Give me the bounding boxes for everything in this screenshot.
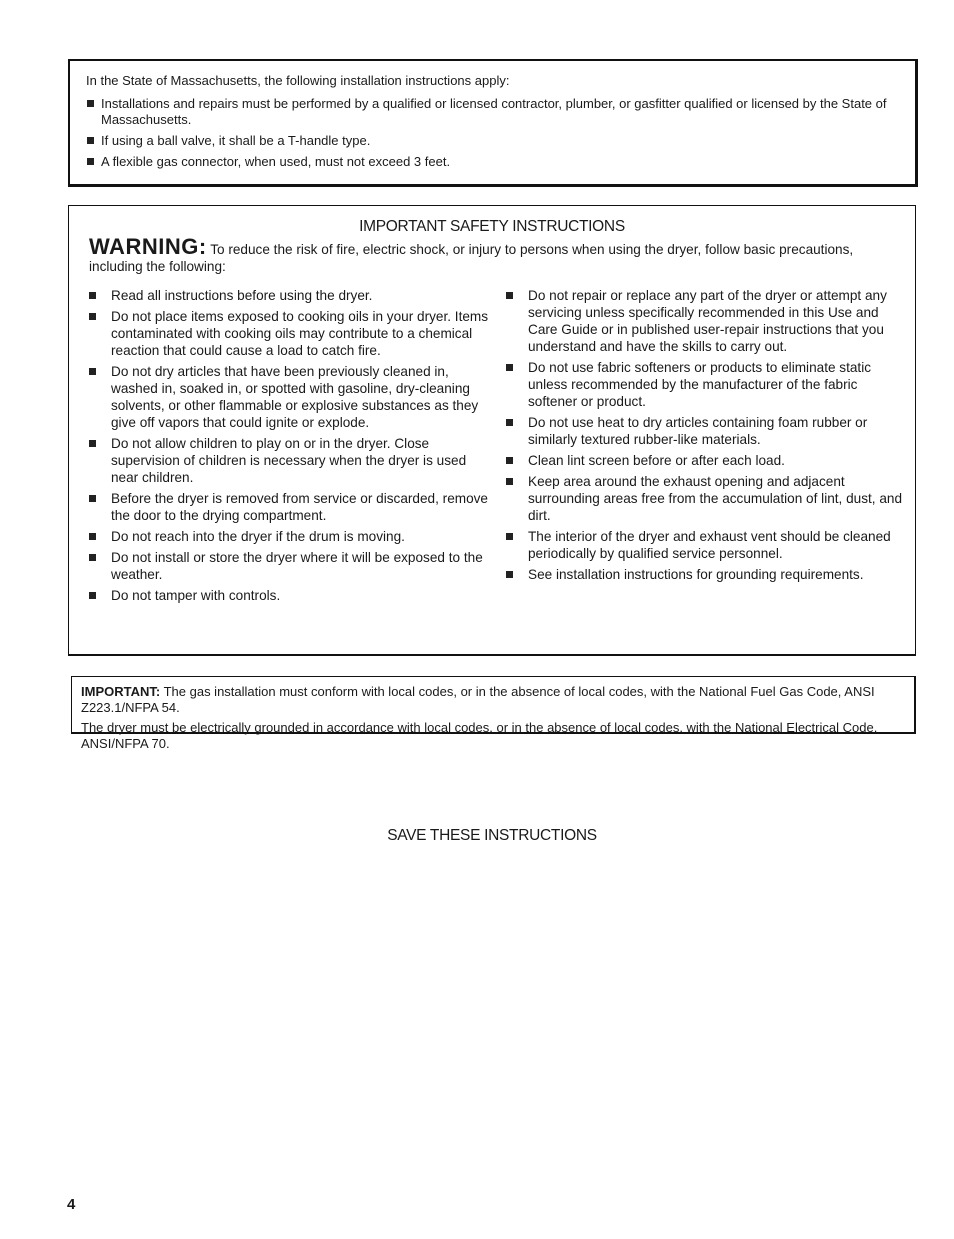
warning-text: To reduce the risk of fire, electric shock, or injury to persons when using the dryer, follow basic precautions, including the following:	[89, 242, 854, 274]
important-gas-text: The gas installation must conform with local codes, or in the absence of local codes, with the National Fuel Gas Code, ANSI Z223.1/NFPA 54.	[81, 684, 875, 715]
list-item: Do not tamper with controls.	[89, 587, 489, 604]
list-item: Read all instructions before using the dryer.	[89, 287, 489, 304]
list-item: Do not use fabric softeners or products to eliminate static unless recommended by the manufacturer of the fabric softener or product.	[506, 359, 906, 410]
list-item: Keep area around the exhaust opening and adjacent surrounding areas free from the accumulation of lint, dust, and dirt.	[506, 473, 906, 524]
warning-label: WARNING:	[89, 234, 207, 259]
important-paragraph-electric: The dryer must be electrically grounded in accordance with local codes, or in the absence of local codes, with the National Electrical Code, ANSI/NFPA 70.	[81, 720, 878, 751]
safety-left-column	[89, 287, 489, 608]
list-item: Do not allow children to play on or in the dryer. Close supervision of children is necessary when the dryer is used near children.	[89, 435, 489, 486]
save-instructions-heading: SAVE THESE INSTRUCTIONS	[387, 827, 597, 844]
list-item: The interior of the dryer and exhaust vent should be cleaned periodically by qualified service personnel.	[506, 528, 906, 562]
massachusetts-intro: In the State of Massachusetts, the following installation instructions apply:	[86, 73, 510, 88]
list-item: Do not repair or replace any part of the dryer or attempt any servicing unless specifically recommended in this Use and Care Guide or in published user-repair instructions that you understand and have the skills to carry out.	[506, 287, 906, 355]
list-item: A flexible gas connector, when used, must not exceed 3 feet.	[86, 154, 901, 170]
list-item: Do not install or store the dryer where it will be exposed to the weather.	[89, 549, 489, 583]
massachusetts-list	[86, 96, 901, 170]
page-number: 4	[67, 1196, 76, 1213]
list-item: Before the dryer is removed from service or discarded, remove the door to the drying compartment.	[89, 490, 489, 524]
important-label: IMPORTANT:	[81, 684, 161, 699]
important-paragraph-gas	[81, 684, 904, 715]
list-item: Do not use heat to dry articles containing foam rubber or similarly textured rubber-like materials.	[506, 414, 906, 448]
list-item: Do not reach into the dryer if the drum is moving.	[89, 528, 489, 545]
list-item: Do not place items exposed to cooking oils in your dryer. Items contaminated with cooking oils may contribute to a chemical reaction that could cause a load to catch fire.	[89, 308, 489, 359]
list-item: Clean lint screen before or after each load.	[506, 452, 906, 469]
list-item: See installation instructions for grounding requirements.	[506, 566, 906, 583]
massachusetts-notice-box	[68, 59, 918, 187]
list-item: If using a ball valve, it shall be a T-handle type.	[86, 133, 901, 149]
warning-paragraph	[89, 234, 897, 275]
important-notice-box	[71, 676, 916, 751]
safety-heading: IMPORTANT SAFETY INSTRUCTIONS	[359, 218, 625, 235]
safety-right-column	[506, 287, 906, 587]
list-item: Installations and repairs must be performed by a qualified or licensed contractor, plumber, or gasfitter qualified or licensed by the State of Massachusetts.	[86, 96, 901, 128]
list-item: Do not dry articles that have been previously cleaned in, washed in, soaked in, or spotted with gasoline, dry-cleaning solvents, or other flammable or explosive substances as they give off vapors that could ignite or explode.	[89, 363, 489, 431]
